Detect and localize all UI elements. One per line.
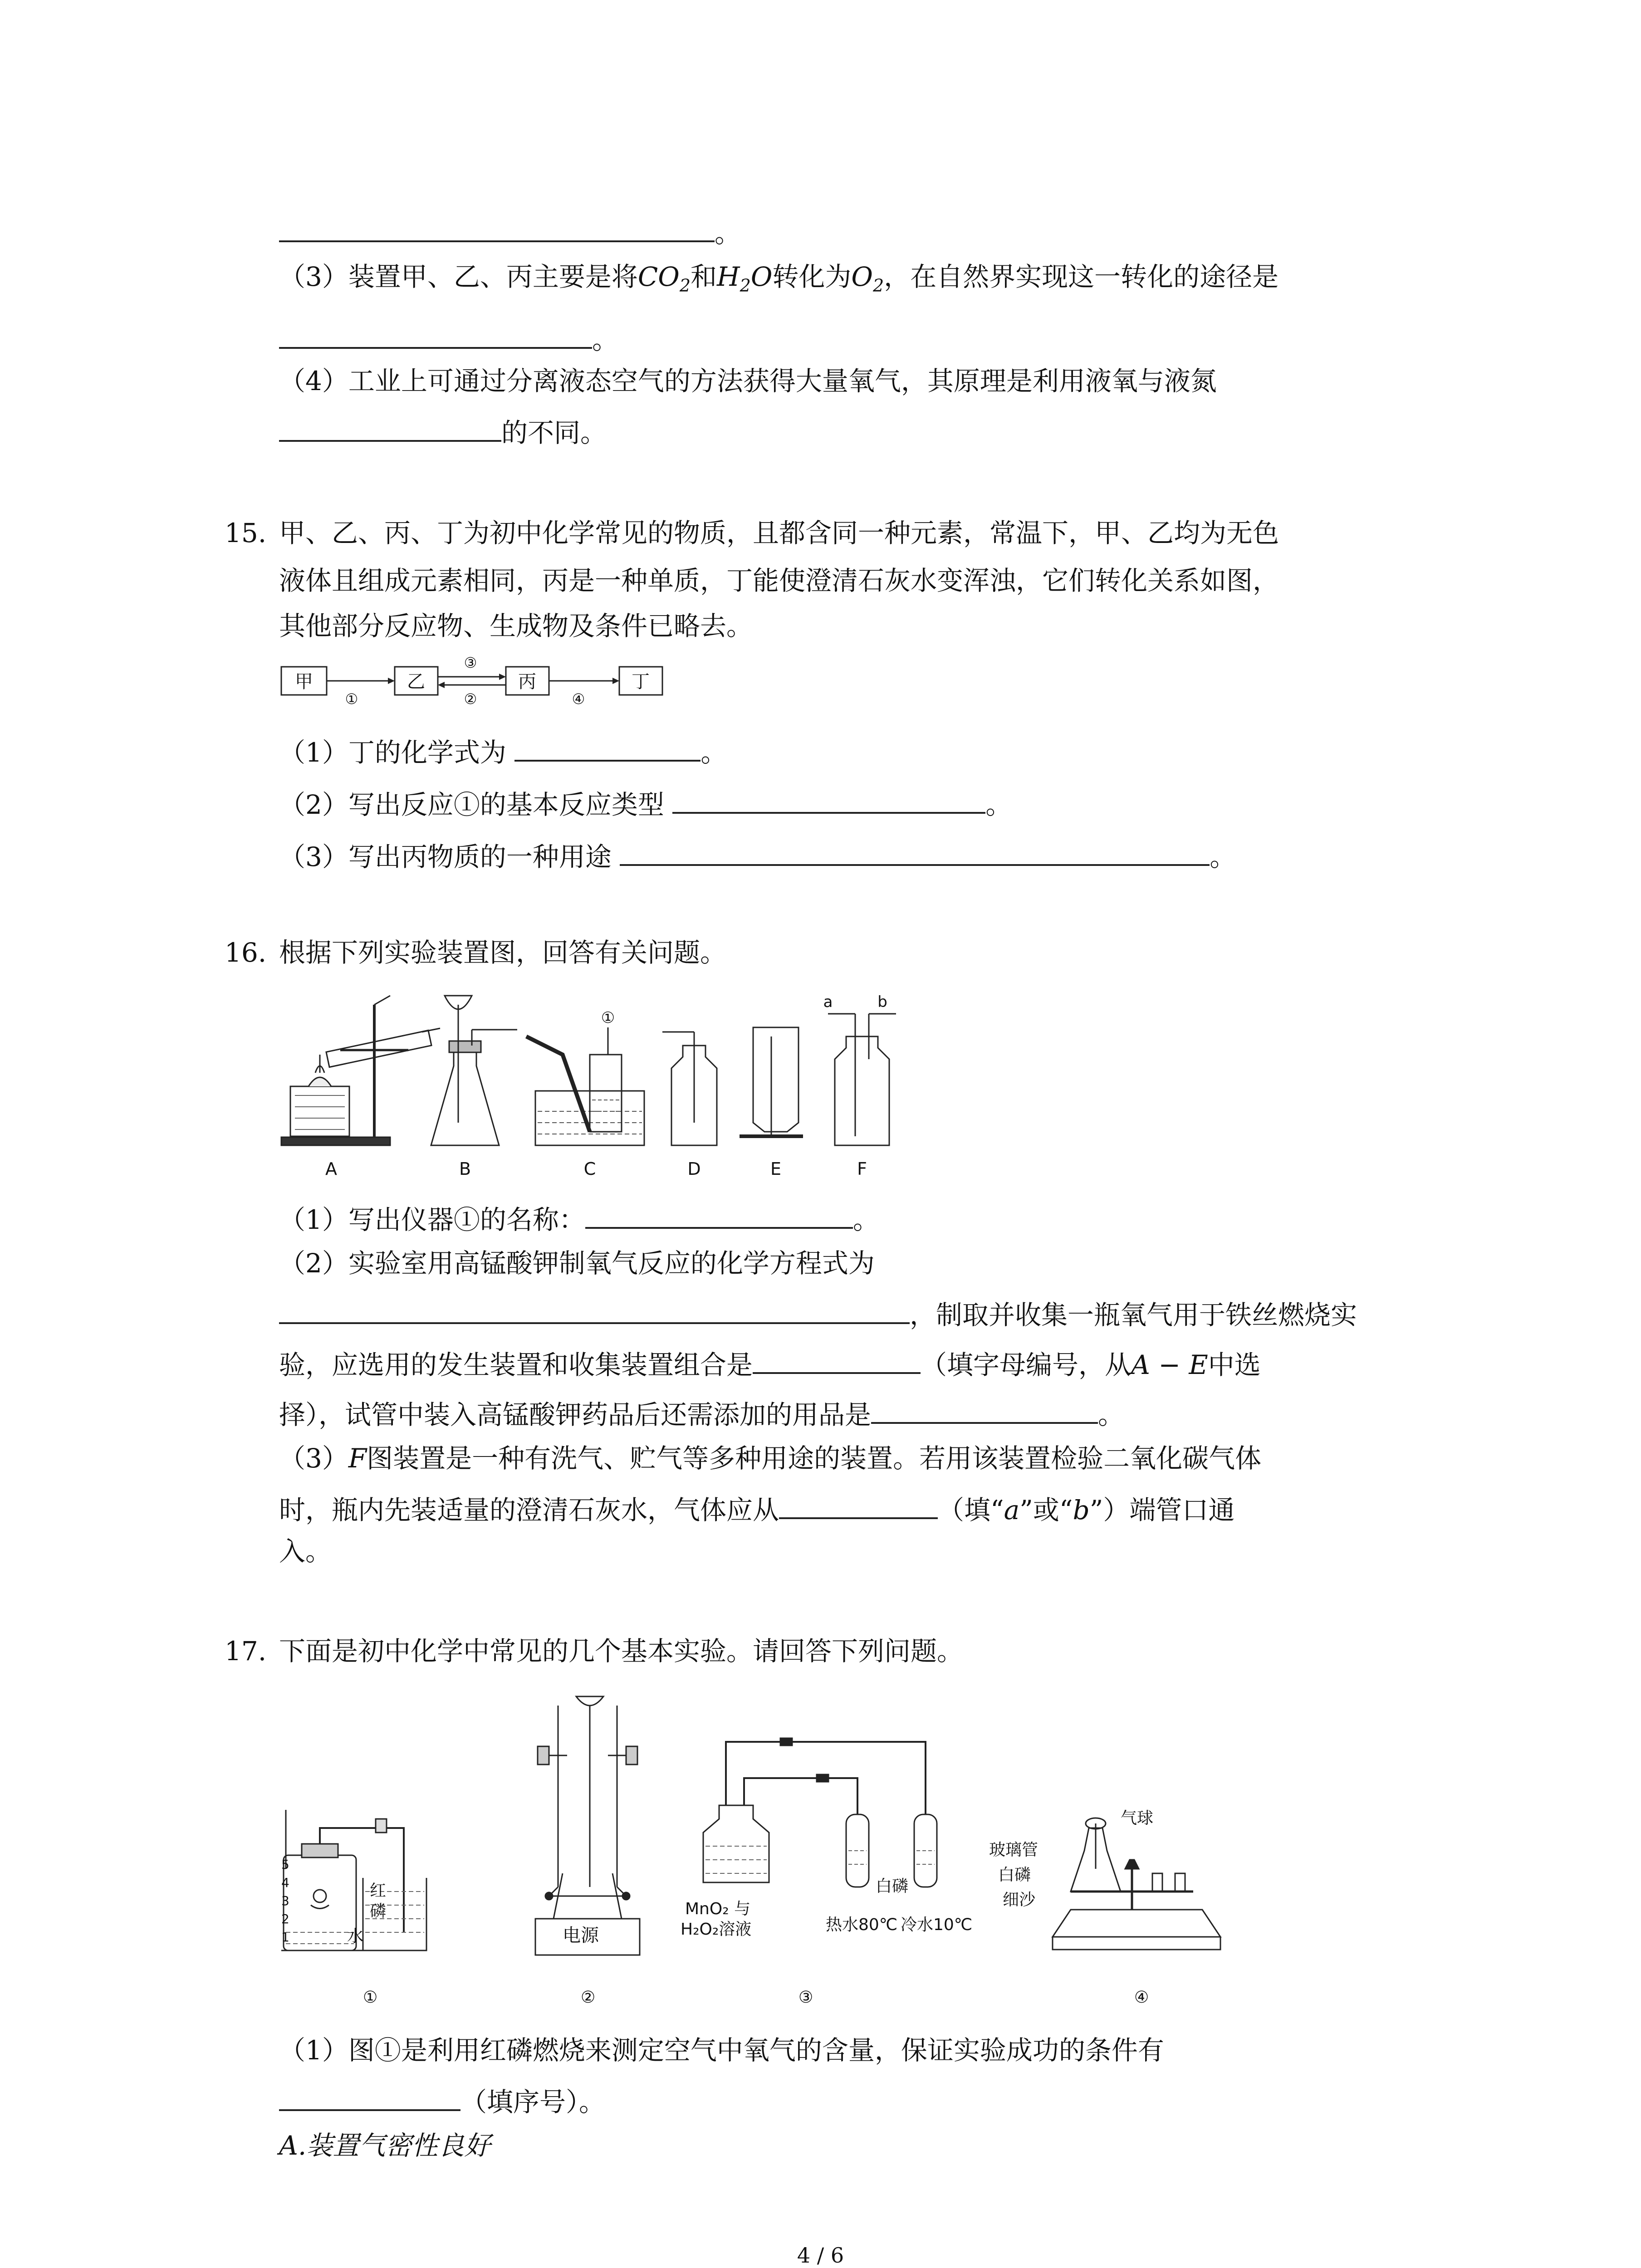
label-C: C [583, 1159, 596, 1179]
label-mno2: MnO₂ 与 [685, 1900, 751, 1918]
apparatus-C [526, 1027, 644, 1145]
question-number: 15. [225, 518, 267, 548]
answer-blank[interactable] [279, 413, 501, 442]
figure-number-3: ③ [798, 1988, 813, 2007]
answer-blank[interactable] [279, 1295, 910, 1324]
label-white-phosphorus: 白磷 [876, 1877, 909, 1896]
q15-sub2: （2）写出反应①的基本反应类型 。 [279, 785, 1012, 823]
reaction-2-label: ② [464, 690, 477, 708]
label-glass-tube: 玻璃管 [989, 1841, 1038, 1859]
figure-number-2: ② [581, 1988, 596, 2007]
answer-blank[interactable] [279, 2082, 460, 2111]
q14-answer-line: 。 [279, 213, 741, 251]
q16-sub1: （1）写出仪器①的名称： 。 [279, 1200, 879, 1238]
svg-text:4: 4 [281, 1875, 289, 1890]
experiment-4 [1053, 1818, 1220, 1950]
q15-stem-2: 液体且组成元素相同，丙是一种单质，丁能使澄清石灰水变浑浊，它们转化关系如图， [279, 565, 1279, 596]
answer-blank[interactable] [753, 1345, 921, 1374]
figure-number-1: ① [363, 1988, 378, 2007]
q15-sub3: （3）写出丙物质的一种用途 。 [279, 837, 1236, 875]
q14-part3: （3）装置甲、乙、丙主要是将$CO_2$和$H_2O$转化为$O_2$，在自然界实现这一转化的途径是 [279, 261, 1279, 296]
answer-blank[interactable] [779, 1490, 938, 1519]
question-number: 17. [225, 1636, 267, 1667]
answer-blank[interactable] [585, 1200, 853, 1229]
answer-blank[interactable] [514, 733, 700, 762]
svg-text:5: 5 [281, 1857, 289, 1872]
label-F: F [857, 1159, 867, 1179]
svg-text:3: 3 [281, 1893, 289, 1908]
label-hot-water: 热水80℃ [826, 1916, 898, 1934]
q16-sub3-b: 时，瓶内先装适量的澄清石灰水，气体应从 （填“a”或“b”）端管口通 [279, 1490, 1234, 1528]
q17-sub1-answer: （填序号）。 [279, 2082, 605, 2120]
q14-part4: （4）工业上可通过分离液态空气的方法获得大量氧气，其原理是利用液氧与液氮 [279, 366, 1217, 396]
label-b: b [877, 993, 887, 1011]
label-B: B [459, 1159, 471, 1179]
experiment-2 [535, 1696, 640, 1955]
label-h2o2: H₂O₂溶液 [681, 1920, 752, 1939]
page-number: 4 / 6 [797, 2243, 844, 2268]
label-fine-sand: 细沙 [1003, 1891, 1036, 1909]
q17-sub1: （1）图①是利用红磷燃烧来测定空气中氧气的含量，保证实验成功的条件有 [279, 2035, 1164, 2066]
q17-title: 下面是初中化学中常见的几个基本实验。请回答下列问题。 [279, 1636, 964, 1667]
q16-title: 根据下列实验装置图，回答有关问题。 [279, 937, 727, 968]
apparatus-B [431, 996, 517, 1145]
answer-blank[interactable] [620, 837, 1210, 866]
label-a: a [823, 993, 833, 1011]
q16-apparatus-figure [272, 987, 916, 1186]
q17-option-a[interactable]: A.装置气密性良好 [279, 2130, 491, 2161]
label-ding: 丁 [632, 671, 650, 692]
answer-blank[interactable] [279, 320, 592, 349]
label-instrument-1: ① [601, 1009, 615, 1027]
q16-sub2-extra: 择），试管中装入高锰酸钾药品后还需添加的用品是 。 [279, 1395, 1124, 1433]
svg-text:1: 1 [281, 1930, 289, 1945]
q16-sub3-c: 入。 [279, 1536, 332, 1567]
label-balloon: 气球 [1121, 1809, 1154, 1828]
q14-part3-answer: 。 [279, 320, 618, 358]
label-D: D [687, 1159, 701, 1179]
label-A: A [325, 1159, 337, 1179]
q16-sub2-equation: ，制取并收集一瓶氧气用于铁丝燃烧实 [279, 1295, 1357, 1333]
label-lin: 磷 [370, 1902, 387, 1921]
label-power-source: 电源 [563, 1925, 599, 1946]
apparatus-E [740, 1027, 803, 1136]
q15-stem-3: 其他部分反应物、生成物及条件已略去。 [279, 611, 753, 641]
question-number: 16. [225, 937, 267, 968]
answer-blank[interactable] [871, 1395, 1098, 1424]
q17-experiments-figure [272, 1678, 1279, 2014]
apparatus-A [281, 996, 440, 1145]
q16-sub3: （3）F图装置是一种有洗气、贮气等多种用途的装置。若用该装置检验二氧化碳气体 [279, 1443, 1262, 1474]
label-white-phosphorus-2: 白磷 [998, 1866, 1031, 1884]
label-bing: 丙 [518, 671, 536, 692]
experiment-3 [703, 1738, 937, 1887]
q15-transformation-diagram [279, 653, 669, 721]
apparatus-D [662, 1032, 717, 1145]
q15-stem-1: 甲、乙、丙、丁为初中化学常见的物质，且都含同一种元素，常温下，甲、乙均为无色 [279, 518, 1279, 548]
q15-sub1: （1）丁的化学式为 。 [279, 733, 727, 771]
q16-sub2-combo: 验，应选用的发生装置和收集装置组合是 （填字母编号，从A − E中选 [279, 1345, 1261, 1383]
reaction-3-label: ③ [464, 654, 477, 671]
label-shui: 水 [347, 1927, 364, 1945]
answer-blank[interactable] [279, 213, 715, 242]
label-jia: 甲 [295, 671, 313, 692]
answer-blank[interactable] [672, 785, 985, 814]
svg-text:2: 2 [281, 1911, 289, 1926]
apparatus-F [828, 1014, 896, 1145]
reaction-4-label: ④ [572, 690, 585, 708]
q16-sub2: （2）实验室用高锰酸钾制氧气反应的化学方程式为 [279, 1248, 875, 1279]
label-cold-water: 冷水10℃ [901, 1916, 973, 1934]
label-yi: 乙 [407, 671, 425, 692]
label-E: E [770, 1159, 782, 1179]
figure-number-4: ④ [1134, 1988, 1149, 2007]
q14-part4-answer: 的不同。 [279, 413, 607, 451]
reaction-1-label: ① [345, 690, 358, 708]
label-hong: 红 [370, 1882, 387, 1900]
